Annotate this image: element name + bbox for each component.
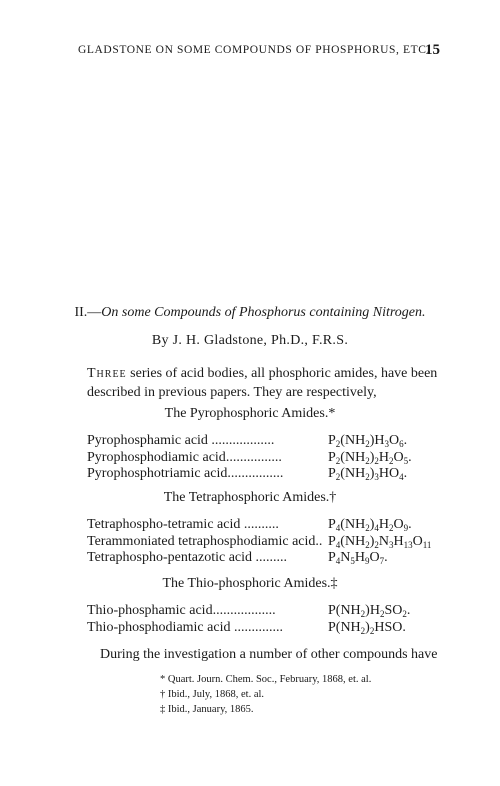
section-heading-tetraphosphoric: The Tetraphosphoric Amides.† (163, 490, 337, 505)
compound-row (87, 433, 427, 450)
section-heading-pyrophosphoric: The Pyrophosphoric Amides.* (164, 406, 336, 421)
compound-row (87, 517, 427, 534)
compound-row (87, 603, 427, 620)
intro-line-2: described in previous papers. They are respectively, (87, 385, 377, 400)
compound-name: Pyrophosphodiamic acid (87, 449, 226, 465)
compound-formula: $P_2(NH_2)_2H_2O_5$. (328, 449, 412, 466)
article-title-text: On some Compounds of Phosphorus containing Nitrogen. (101, 305, 426, 320)
leader-dots: .......... (240, 517, 279, 532)
running-head (78, 44, 440, 56)
compound-formula: $P(NH_2)_2HSO$. (328, 619, 406, 636)
leader-dots: ................ (227, 466, 284, 481)
intro-lead-word: Three (87, 366, 127, 381)
compound-formula: $P_4(NH_2)_2N_3H_{13}O_{11}$ (328, 533, 432, 550)
author-byline: By J. H. Gladstone, Ph.D., F.R.S. (151, 333, 349, 348)
closing-line: During the investigation a number of other compounds have (100, 647, 438, 662)
table-thiophosphoric (87, 603, 427, 636)
page-number: 15 (425, 42, 440, 58)
footnotes (160, 672, 371, 717)
article-number: II.— (74, 305, 102, 320)
leader-dots: .. (315, 533, 323, 549)
compound-name: Pyrophosphamic acid (87, 433, 208, 448)
compound-name: Terammoniated tetraphosphodiamic acid (87, 533, 316, 549)
section-heading-thiophosphoric: The Thio-phosphoric Amides.‡ (162, 576, 338, 591)
compound-row (87, 450, 427, 467)
running-head-text: GLADSTONE ON SOME COMPOUNDS OF PHOSPHORUS, ETC. (78, 44, 430, 56)
compound-formula: $P_4N_5H_9O_7$. (328, 550, 388, 566)
footnote: * Quart. Journ. Chem. Soc., February, 1868, et. al. (160, 674, 372, 685)
compound-formula: $P_2(NH_2)H_3O_6$. (328, 433, 408, 449)
table-tetraphosphoric (87, 517, 432, 567)
compound-name: Thio-phosphodiamic acid (87, 619, 231, 635)
leader-dots: .................. (207, 433, 275, 448)
compound-name: Tetraphospho-tetramic acid (87, 517, 241, 532)
compound-formula: $P(NH_2)H_2SO_2$. (328, 603, 411, 619)
leader-dots: ......... (252, 550, 288, 565)
compound-row (87, 550, 427, 567)
leader-dots: .............. (230, 619, 283, 635)
compound-name: Tetraphospho-pentazotic acid (87, 550, 253, 565)
footnote: ‡ Ibid., January, 1865. (160, 704, 254, 715)
footnote: † Ibid., July, 1868, et. al. (160, 689, 265, 700)
compound-name: Pyrophosphotriamic acid (87, 466, 228, 481)
intro-line-1 (87, 364, 438, 383)
intro-paragraph (87, 364, 438, 402)
compound-formula: $P_2(NH_2)_3HO_4$. (328, 466, 408, 482)
intro-line-1-rest: series of acid bodies, all phosphoric amides, have been (126, 366, 438, 381)
leader-dots: ................ (225, 449, 282, 465)
compound-row (87, 533, 432, 551)
compound-name: Thio-phosphamic acid (87, 603, 213, 618)
compound-formula: $P_4(NH_2)_4H_2O_9$. (328, 517, 412, 533)
compound-row (87, 466, 427, 483)
table-pyrophosphoric (87, 433, 427, 483)
compound-row (87, 620, 427, 637)
leader-dots: .................. (212, 603, 276, 618)
article-title (0, 305, 500, 321)
